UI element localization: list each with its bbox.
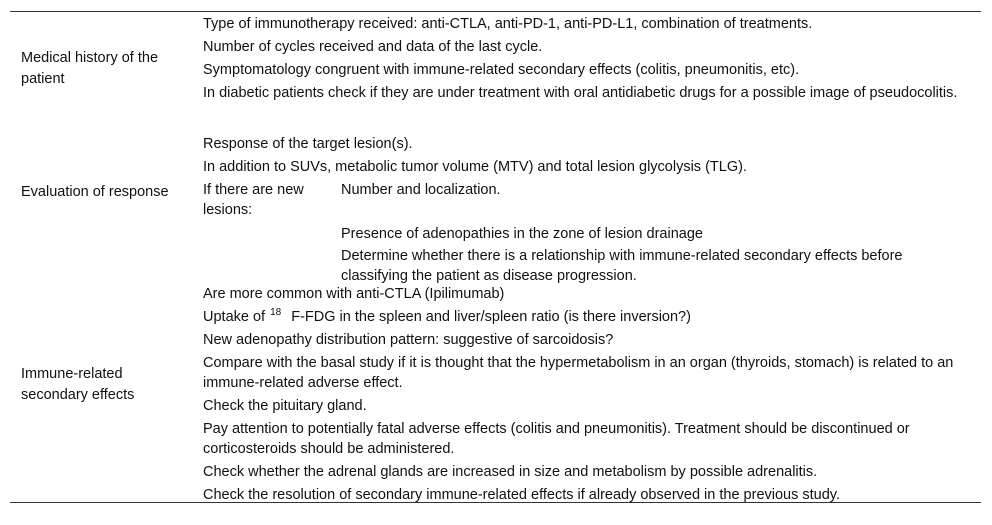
section-label: Evaluation of response xyxy=(21,184,169,200)
section-label: Medical history of the patient xyxy=(21,50,159,87)
recommendations-table xyxy=(10,11,981,503)
section-items xyxy=(203,132,981,287)
new-lesions-value: Number and localization. xyxy=(341,182,501,198)
new-lesions-row xyxy=(203,178,959,287)
list-item: Compare with the basal study if it is thought that the hypermetabolism in an organ (thyroids, stomach) is related to an immune-related adverse effect. xyxy=(203,355,954,391)
section-immune-effects xyxy=(10,282,981,502)
new-lesions-key: If there are new lesions: xyxy=(203,182,304,218)
new-lesions-value: Presence of adenopathies in the zone of lesion drainage xyxy=(341,226,703,242)
list-item: Symptomatology congruent with immune-related secondary effects (colitis, pneumonitis, etc). xyxy=(203,62,800,78)
list-item: Check whether the adrenal glands are increased in size and metabolism by possible adrenalitis. xyxy=(203,464,818,480)
list-item: Are more common with anti-CTLA (Ipilimumab) xyxy=(203,286,505,302)
list-item: New adenopathy distribution pattern: suggestive of sarcoidosis? xyxy=(203,332,614,348)
section-items xyxy=(203,282,981,506)
section-items xyxy=(203,12,981,104)
isotope-superscript: 18 xyxy=(270,307,282,319)
list-item: Check the pituitary gland. xyxy=(203,398,367,414)
list-item: Response of the target lesion(s). xyxy=(203,136,413,152)
new-lesions-value: Determine whether there is a relationship with immune-related secondary effects before classifying the patient as disease progression. xyxy=(341,248,903,284)
section-label: Immune-related secondary effects xyxy=(21,366,135,403)
section-evaluation-response xyxy=(10,132,981,282)
list-item: Type of immunotherapy received: anti-CTLA, anti-PD-1, anti-PD-L1, combination of treatments. xyxy=(203,16,813,32)
list-item: In diabetic patients check if they are under treatment with oral antidiabetic drugs for a possible image of pseudocolitis. xyxy=(203,85,958,101)
list-item: Number of cycles received and data of the last cycle. xyxy=(203,39,543,55)
list-item-uptake: Uptake of $^{18}$ F-FDG in the spleen and liver/spleen ratio (is there inversion?) xyxy=(203,307,691,325)
list-item: In addition to SUVs, metabolic tumor volume (MTV) and total lesion glycolysis (TLG). xyxy=(203,159,747,175)
list-item: Check the resolution of secondary immune-related effects if already observed in the previous study. xyxy=(203,487,840,503)
list-item: Pay attention to potentially fatal adverse effects (colitis and pneumonitis). Treatment should be discontinued or corticosteroids should be administered. xyxy=(203,421,910,457)
section-medical-history xyxy=(10,12,981,132)
